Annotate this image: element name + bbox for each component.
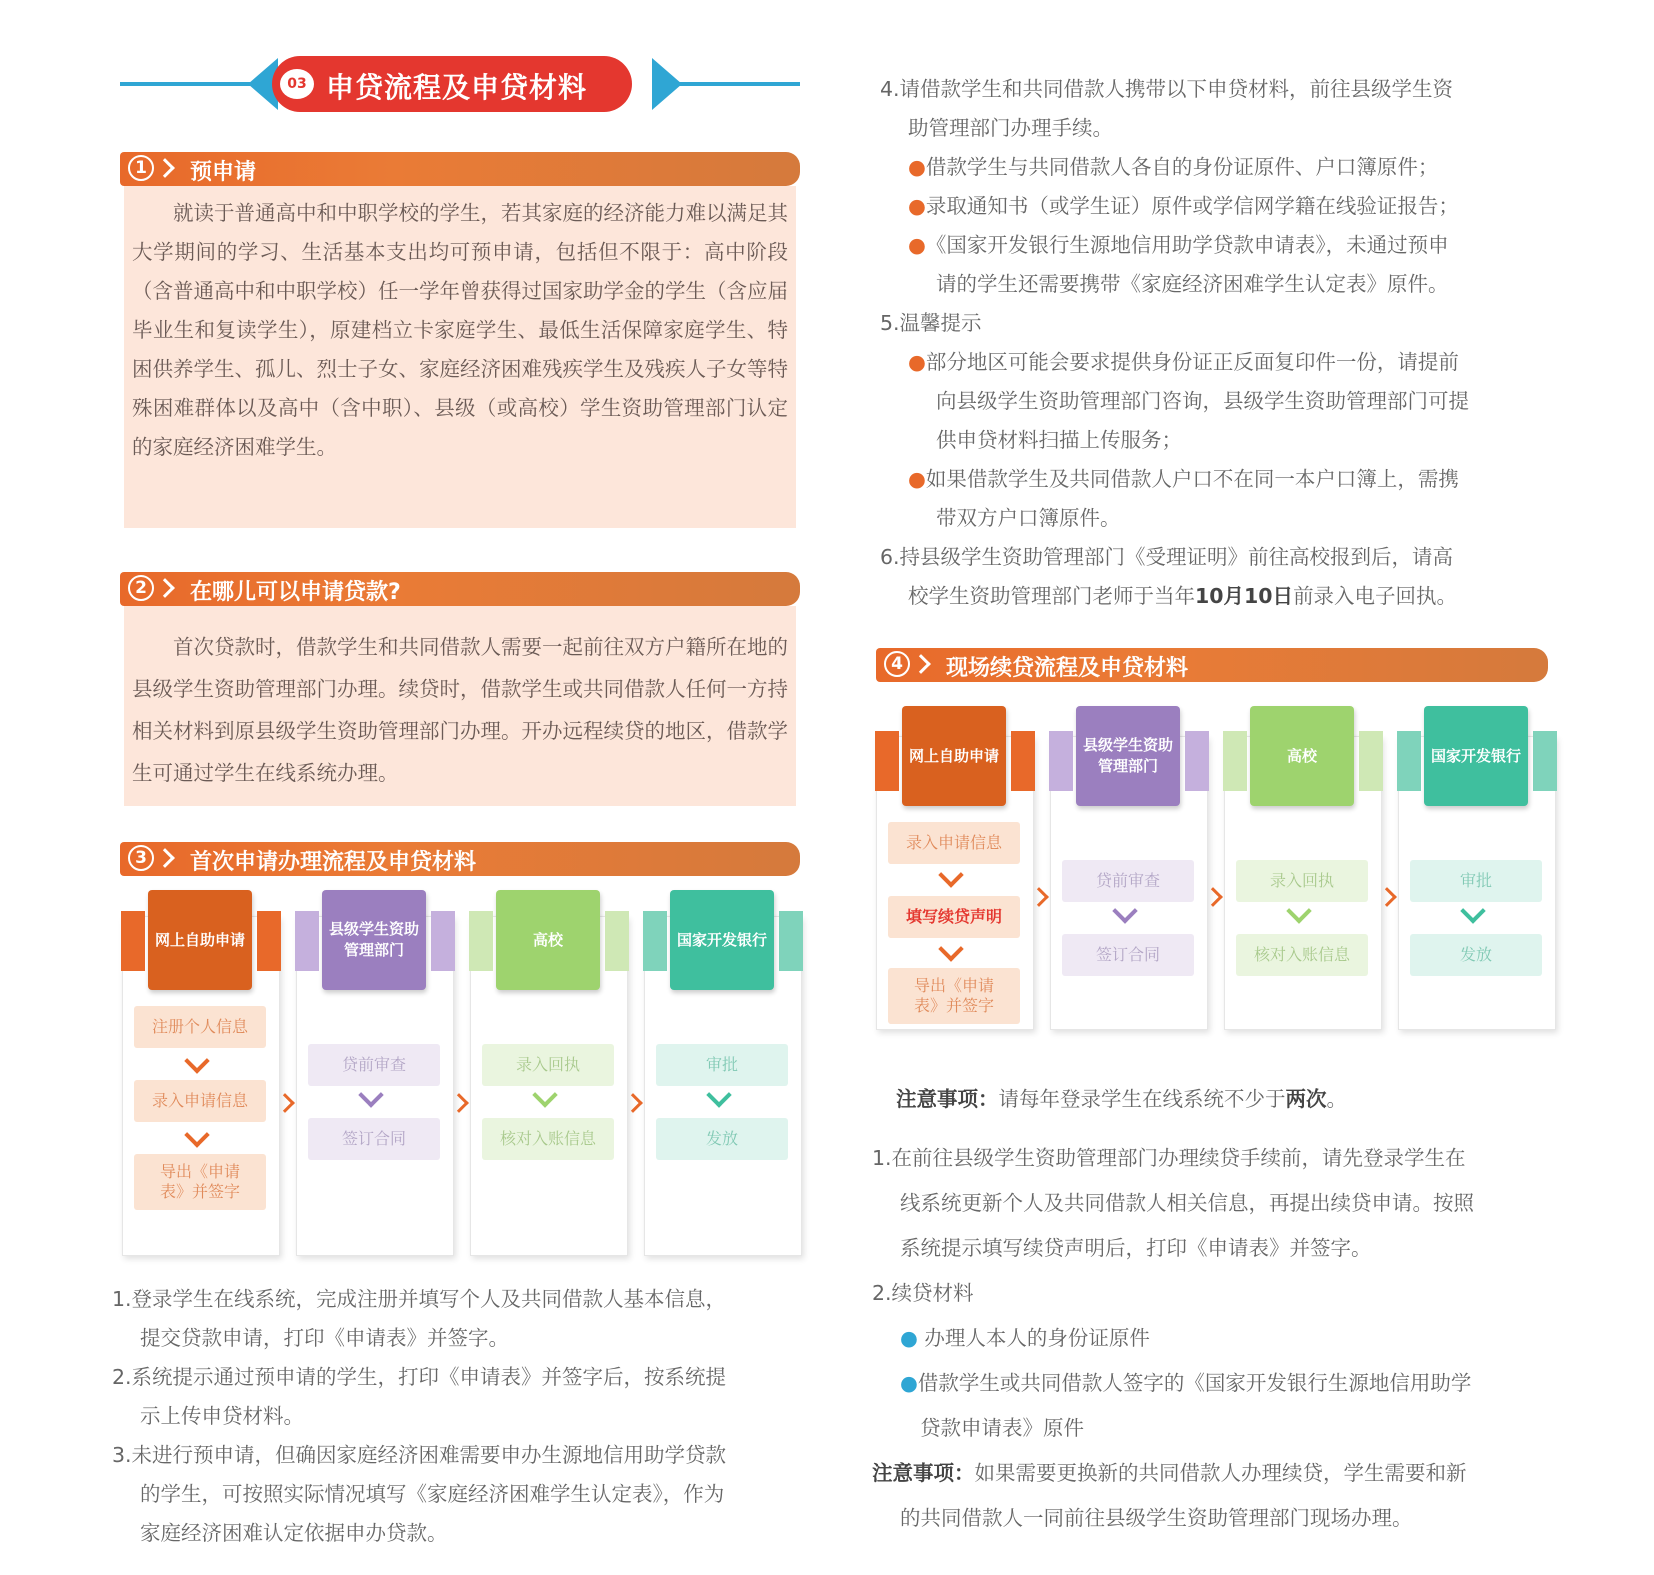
note-label: 注意事项： (896, 1087, 999, 1111)
section-2-body (124, 606, 796, 806)
bullet-id-cards: ●借款学生与共同借款人各自的身份证原件、户口簿原件； (908, 155, 1439, 179)
renewal-bullet-form: ●借款学生或共同借款人签字的《国家开发银行生源地信用助学 (900, 1371, 1472, 1395)
flow-header-online: 网上自助申请 (902, 706, 1006, 806)
item-6-cont: 校学生资助管理部门老师于当年10月10日前录入电子回执。 (908, 584, 1458, 608)
band-left (1223, 731, 1247, 791)
login-note: 注意事项：请每年登录学生在线系统不少于两次。 (896, 1087, 1347, 1111)
item-4-cont: 助管理部门办理手续。 (908, 116, 1113, 140)
flow-header-bank: 国家开发银行 (1424, 706, 1528, 806)
section-2-header (120, 572, 800, 606)
bullet-household: ●如果借款学生及共同借款人户口不在同一本户口簿上，需携 (908, 467, 1459, 491)
section-2-title: 在哪儿可以申请贷款? (190, 580, 401, 605)
flow-header-bank: 国家开发银行 (670, 890, 774, 990)
bullet-application-form-cont: 请的学生还需要携带《家庭经济困难学生认定表》原件。 (936, 272, 1449, 296)
section-4-header (876, 648, 1548, 682)
section-1-title: 预申请 (190, 160, 257, 185)
bullet-application-form: ●《国家开发银行生源地信用助学贷款申请表》，未通过预申 (908, 233, 1449, 257)
section-2-badge: 2 (120, 572, 178, 606)
bullet-id-copy-cont: 供申贷材料扫描上传服务； (936, 428, 1182, 452)
flow-step-review: 贷前审查 (308, 1044, 440, 1086)
band-left (469, 911, 493, 971)
section-1-badge: 1 (120, 152, 178, 186)
bullet-admission: ●录取通知书（或学生证）原件或学信网学籍在线验证报告； (908, 194, 1459, 218)
banner-rule-right (670, 82, 800, 86)
flow-step-receipt: 录入回执 (482, 1044, 614, 1086)
section-4-title: 现场续贷流程及申贷材料 (946, 656, 1189, 681)
flow-step-verify-account: 核对入账信息 (1236, 934, 1368, 976)
band-left (875, 731, 899, 791)
s3-line: 提交贷款申请，打印《申请表》并签字。 (140, 1326, 509, 1350)
deadline-date: 10月10日 (1195, 584, 1294, 608)
chevron-right-icon (155, 578, 175, 598)
flow-step-export-sign: 导出《申请表》并签字 (134, 1154, 266, 1210)
bullet-icon: ● (908, 467, 926, 491)
flow-header-university: 高校 (1250, 706, 1354, 806)
first-application-flow (122, 886, 802, 1266)
s3-line: 2.系统提示通过预申请的学生，打印《申请表》并签字后，按系统提 (112, 1365, 727, 1389)
bullet-icon: ● (900, 1326, 925, 1350)
section-4-badge: 4 (876, 648, 934, 682)
flow-step-review: 贷前审查 (1062, 860, 1194, 902)
flow-step-disburse: 发放 (656, 1118, 788, 1160)
section-3-steps (112, 1280, 812, 1553)
flow-step-enter-info: 录入申请信息 (888, 822, 1020, 864)
s3-line: 家庭经济困难认定依据申办贷款。 (140, 1521, 448, 1545)
flow-step-enter-info: 录入申请信息 (134, 1080, 266, 1122)
s3-line: 的学生，可按照实际情况填写《家庭经济困难学生认定表》，作为 (140, 1482, 725, 1506)
band-right (779, 911, 803, 971)
renewal-bullet-id: ● 办理人本人的身份证原件 (900, 1326, 1150, 1350)
chevron-right-icon (911, 654, 931, 674)
flow-step-register: 注册个人信息 (134, 1006, 266, 1048)
chevron-right-icon (155, 158, 175, 178)
bullet-icon: ● (908, 155, 926, 179)
renewal-flow (876, 706, 1556, 1086)
bullet-icon: ● (908, 194, 926, 218)
flow-step-approve: 审批 (656, 1044, 788, 1086)
band-right (605, 911, 629, 971)
section-banner (120, 56, 800, 116)
renewal-steps (872, 1136, 1552, 1541)
banner-title: 申贷流程及申贷材料 (326, 71, 588, 104)
flow-step-export-sign: 导出《申请表》并签字 (888, 968, 1020, 1024)
band-right (1011, 731, 1035, 791)
section-3-title: 首次申请办理流程及申贷材料 (190, 850, 477, 875)
flow-header-university: 高校 (496, 890, 600, 990)
renewal-item-1-cont: 系统提示填写续贷声明后，打印《申请表》并签字。 (900, 1236, 1372, 1260)
band-right (1185, 731, 1209, 791)
bullet-id-copy-cont: 向县级学生资助管理部门咨询，县级学生资助管理部门可提 (936, 389, 1469, 413)
s3-line: 1.登录学生在线系统，完成注册并填写个人及共同借款人基本信息， (112, 1287, 727, 1311)
s3-line: 示上传申贷材料。 (140, 1404, 304, 1428)
renewal-bullet-form-cont: 贷款申请表》原件 (920, 1416, 1084, 1440)
note-label: 注意事项： (872, 1461, 975, 1485)
band-left (121, 911, 145, 971)
banner-rule-left (120, 82, 260, 86)
band-left (643, 911, 667, 971)
s3-line: 3.未进行预申请，但确因家庭经济困难需要申办生源地信用助学贷款 (112, 1443, 727, 1467)
section-2-text: 首次贷款时，借款学生和共同借款人需要一起前往双方户籍所在地的县级学生资助管理部门办理。续贷时，借款学生或共同借款人任何一方持相关材料到原县级学生资助管理部门办理。开办远程续贷的地区，借款学生可通过学生在线系统办理。 (132, 635, 788, 785)
band-right (431, 911, 455, 971)
bullet-icon: ● (900, 1371, 918, 1395)
flow-step-verify-account: 核对入账信息 (482, 1118, 614, 1160)
flow-step-approve: 审批 (1410, 860, 1542, 902)
flow-header-online: 网上自助申请 (148, 890, 252, 990)
flow-header-county: 县级学生资助管理部门 (1076, 706, 1180, 806)
bullet-household-cont: 带双方户口簿原件。 (936, 506, 1121, 530)
section-1-header (120, 152, 800, 186)
chevron-right-icon (155, 848, 175, 868)
materials-list (880, 70, 1540, 616)
band-left (295, 911, 319, 971)
bullet-icon: ● (908, 350, 926, 374)
flow-step-contract: 签订合同 (1062, 934, 1194, 976)
band-left (1049, 731, 1073, 791)
bullet-icon: ● (908, 233, 926, 257)
flow-step-renewal-statement: 填写续贷声明 (888, 896, 1020, 938)
flow-header-county: 县级学生资助管理部门 (322, 890, 426, 990)
section-3-header (120, 842, 800, 876)
flow-step-receipt: 录入回执 (1236, 860, 1368, 902)
section-1-text: 就读于普通高中和中职学校的学生，若其家庭的经济能力难以满足其大学期间的学习、生活基本支出均可预申请，包括但不限于：高中阶段（含普通高中和中职学校）任一学年曾获得过国家助学金的学生（含应届毕业生和复读学生），原建档立卡家庭学生、最低生活保障家庭学生、特困供养学生、孤儿、烈士子女、家庭经济困难残疾学生及残疾人子女等特殊困难群体以及高中（含中职）、县级（或高校）学生资助管理部门认定的家庭经济困难学生。 (132, 201, 788, 459)
flow-step-contract: 签订合同 (308, 1118, 440, 1160)
section-1-body (124, 186, 796, 528)
renewal-item-1: 1.在前往县级学生资助管理部门办理续贷手续前，请先登录学生在 (872, 1146, 1466, 1170)
note-emphasis: 两次 (1285, 1087, 1327, 1111)
renewal-item-1-cont: 线系统更新个人及共同借款人相关信息，再提出续贷申请。按照 (900, 1191, 1474, 1215)
banner-chevron-right-icon (652, 58, 682, 110)
band-right (257, 911, 281, 971)
band-right (1533, 731, 1557, 791)
flow-step-disburse: 发放 (1410, 934, 1542, 976)
item-4: 4.请借款学生和共同借款人携带以下申贷材料，前往县级学生资 (880, 77, 1454, 101)
renewal-item-2: 2.续贷材料 (872, 1281, 974, 1305)
item-5: 5.温馨提示 (880, 311, 982, 335)
item-6: 6.持县级学生资助管理部门《受理证明》前往高校报到后，请高 (880, 545, 1454, 569)
bullet-id-copy: ●部分地区可能会要求提供身份证正反面复印件一份，请提前 (908, 350, 1459, 374)
renewal-note: 注意事项：如果需要更换新的共同借款人办理续贷，学生需要和新 (872, 1461, 1467, 1485)
renewal-note-cont: 的共同借款人一同前往县级学生资助管理部门现场办理。 (900, 1506, 1413, 1530)
banner-number: 03 (280, 69, 314, 99)
band-left (1397, 731, 1421, 791)
band-right (1359, 731, 1383, 791)
section-3-badge: 3 (120, 842, 178, 876)
